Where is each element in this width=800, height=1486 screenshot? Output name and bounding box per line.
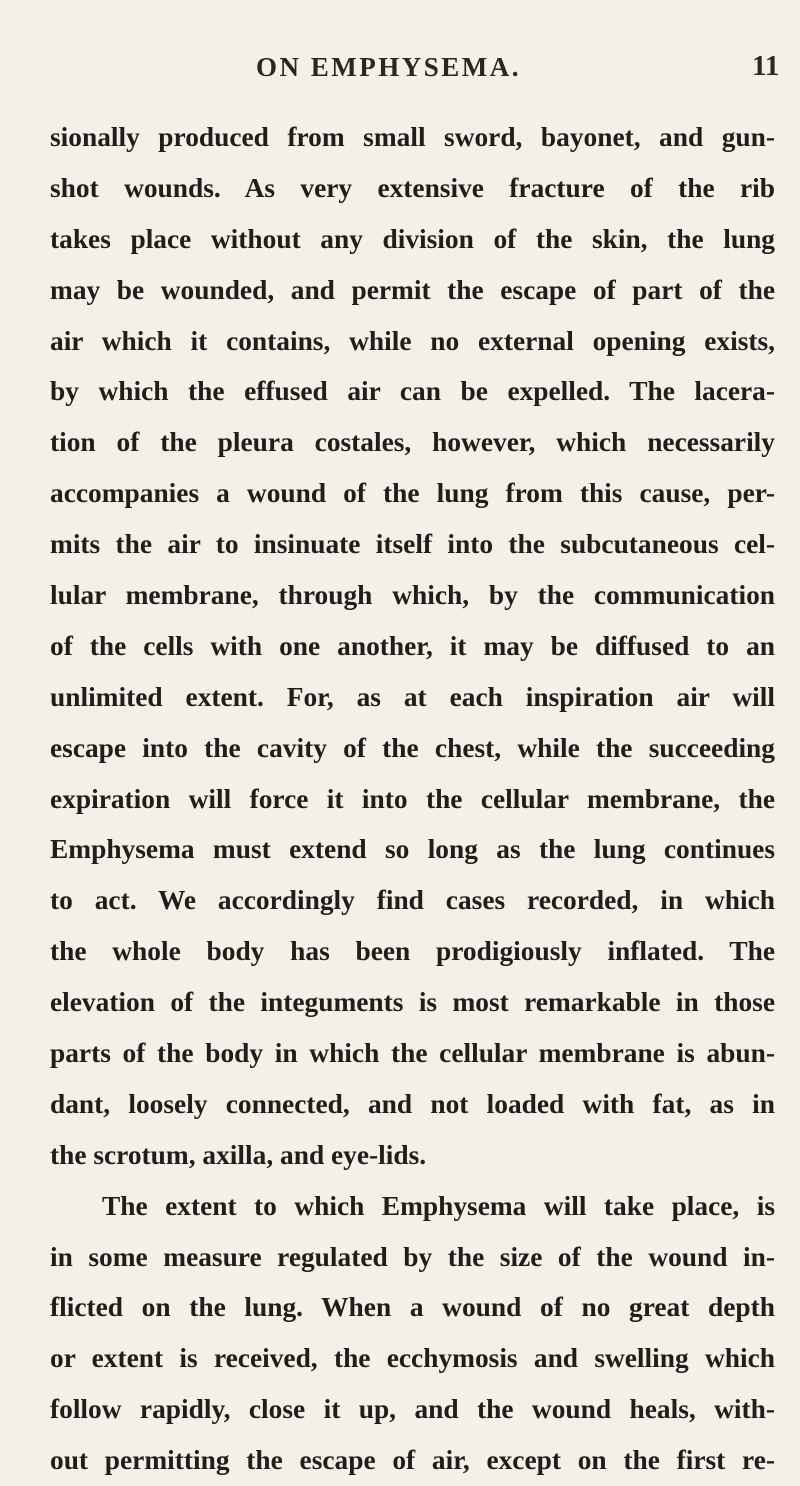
text-line: parts of the body in which the cellular membrane is abun-: [50, 1038, 775, 1069]
text-line: air which it contains, while no external opening exists,: [50, 325, 775, 356]
text-line: the whole body has been prodigiously inflated. The: [50, 936, 775, 967]
text-line: or extent is received, the ecchymosis and swelling which: [50, 1343, 775, 1374]
text-line: to act. We accordingly find cases recorded, in which: [50, 885, 775, 916]
text-line: may be wounded, and permit the escape of part of the: [50, 274, 775, 305]
text-line: follow rapidly, close it up, and the wound heals, with-: [50, 1394, 775, 1425]
text-line: in some measure regulated by the size of the wound in-: [50, 1241, 775, 1272]
text-line: shot wounds. As very extensive fracture of the rib: [50, 172, 775, 203]
paragraph-end-line: the scrotum, axilla, and eye-lids.: [50, 1139, 427, 1170]
text-line: out permitting the escape of air, except on the first re-: [50, 1445, 775, 1476]
page-number: 11: [752, 50, 780, 82]
body-text: [50, 112, 775, 1486]
running-head: [0, 52, 800, 92]
paragraph-start-line: The extent to which Emphysema will take place, is: [102, 1190, 775, 1221]
text-line: Emphysema must extend so long as the lung continues: [50, 834, 775, 865]
running-title: ON EMPHYSEMA.: [256, 52, 521, 82]
text-line: elevation of the integuments is most remarkable in those: [50, 987, 775, 1018]
text-line: flicted on the lung. When a wound of no great depth: [50, 1292, 775, 1323]
text-line: sionally produced from small sword, bayonet, and gun-: [50, 122, 775, 152]
text-line: takes place without any division of the skin, the lung: [50, 223, 775, 254]
text-line: unlimited extent. For, as at each inspiration air will: [50, 681, 775, 712]
text-line: expiration will force it into the cellular membrane, the: [50, 783, 775, 814]
text-line: escape into the cavity of the chest, while the succeeding: [50, 732, 775, 763]
text-line: lular membrane, through which, by the communication: [50, 580, 775, 611]
text-line: by which the effused air can be expelled. The lacera-: [50, 376, 775, 407]
text-line: of the cells with one another, it may be diffused to an: [50, 630, 775, 661]
text-line: tion of the pleura costales, however, which necessarily: [50, 427, 775, 458]
text-line: accompanies a wound of the lung from this cause, per-: [50, 478, 775, 509]
text-line: dant, loosely connected, and not loaded with fat, as in: [50, 1088, 775, 1119]
text-line: mits the air to insinuate itself into the subcutaneous cel-: [50, 529, 775, 560]
